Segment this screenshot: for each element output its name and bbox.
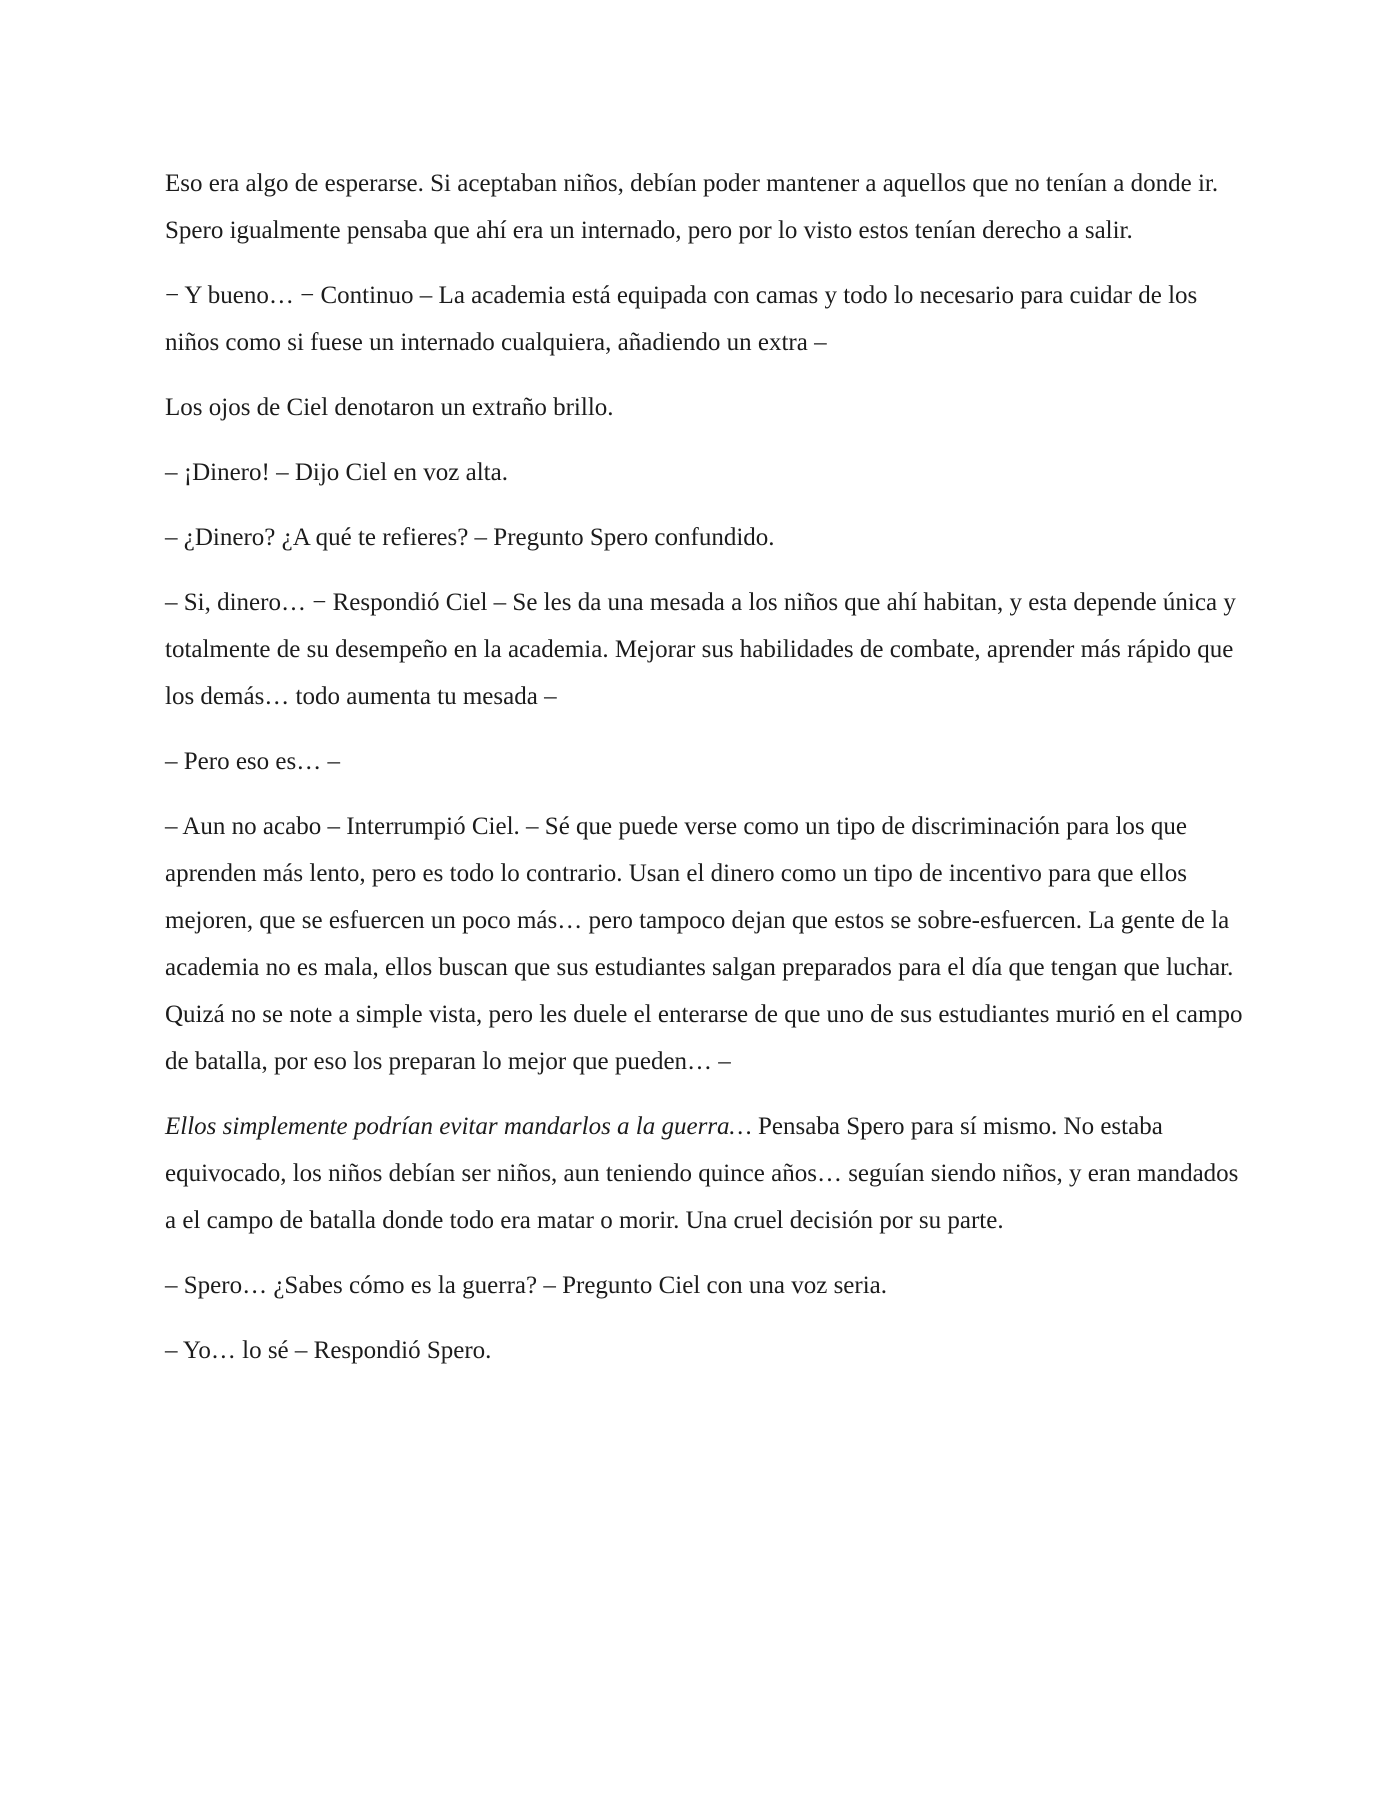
- document-page: [165, 160, 1245, 1392]
- paragraph-text: – Pero eso es… –: [165, 748, 340, 775]
- paragraph-text: – Aun no acabo – Interrumpió Ciel. – Sé que puede verse como un tipo de discriminación para los que aprenden más lento, pero es todo lo contrario. Usan el dinero como un tipo de incentivo para que ellos mejoren, que se esfuercen un poco más… pero tampoco dejan que estos se sobre-esfuercen. La gente de la academia no es mala, ellos buscan que sus estudiantes salgan preparados para el día que tengan que luchar. Quizá no se note a simple vista, pero les duele el enterarse de que uno de sus estudiantes murió en el campo de batalla, por eso los preparan lo mejor que pueden… –: [165, 813, 1243, 1075]
- paragraph: [165, 514, 1245, 561]
- paragraph: [165, 384, 1245, 431]
- paragraph-text: – ¡Dinero! – Dijo Ciel en voz alta.: [165, 459, 508, 486]
- paragraph-text: − Y bueno… − Continuo – La academia está equipada con camas y todo lo necesario para cuidar de los niños como si fuese un internado cualquiera, añadiendo un extra –: [165, 282, 1198, 356]
- paragraph-text: Eso era algo de esperarse. Si aceptaban niños, debían poder mantener a aquellos que no tenían a donde ir. Spero igualmente pensaba que ahí era un internado, pero por lo visto estos tenían derecho a salir.: [165, 170, 1219, 244]
- paragraph: [165, 1103, 1245, 1244]
- paragraph-text: – Si, dinero… − Respondió Ciel – Se les da una mesada a los niños que ahí habitan, y esta depende única y totalmente de su desempeño en la academia. Mejorar sus habilidades de combate, aprender más rápido que los demás… todo aumenta tu mesada –: [165, 589, 1236, 710]
- paragraph-text: – Spero… ¿Sabes cómo es la guerra? – Pregunto Ciel con una voz seria.: [165, 1272, 888, 1299]
- paragraph-text: – Yo… lo sé – Respondió Spero.: [165, 1337, 492, 1364]
- paragraph: [165, 738, 1245, 785]
- paragraph: [165, 579, 1245, 720]
- paragraph-text: Pensaba Spero para sí mismo. No estaba equivocado, los niños debían ser niños, aun teniendo quince años… seguían siendo niños, y eran mandados a el campo de batalla donde todo era matar o morir. Una cruel decisión por su parte.: [165, 1113, 1239, 1234]
- paragraph: [165, 272, 1245, 366]
- paragraph-text: Los ojos de Ciel denotaron un extraño brillo.: [165, 394, 614, 421]
- paragraph: [165, 449, 1245, 496]
- paragraph-text: – ¿Dinero? ¿A qué te refieres? – Pregunto Spero confundido.: [165, 524, 775, 551]
- paragraph: [165, 803, 1245, 1085]
- paragraph: [165, 1262, 1245, 1309]
- paragraph: [165, 160, 1245, 254]
- paragraph: [165, 1327, 1245, 1374]
- italic-thought: Ellos simplemente podrían evitar mandarlos a la guerra…: [165, 1113, 752, 1140]
